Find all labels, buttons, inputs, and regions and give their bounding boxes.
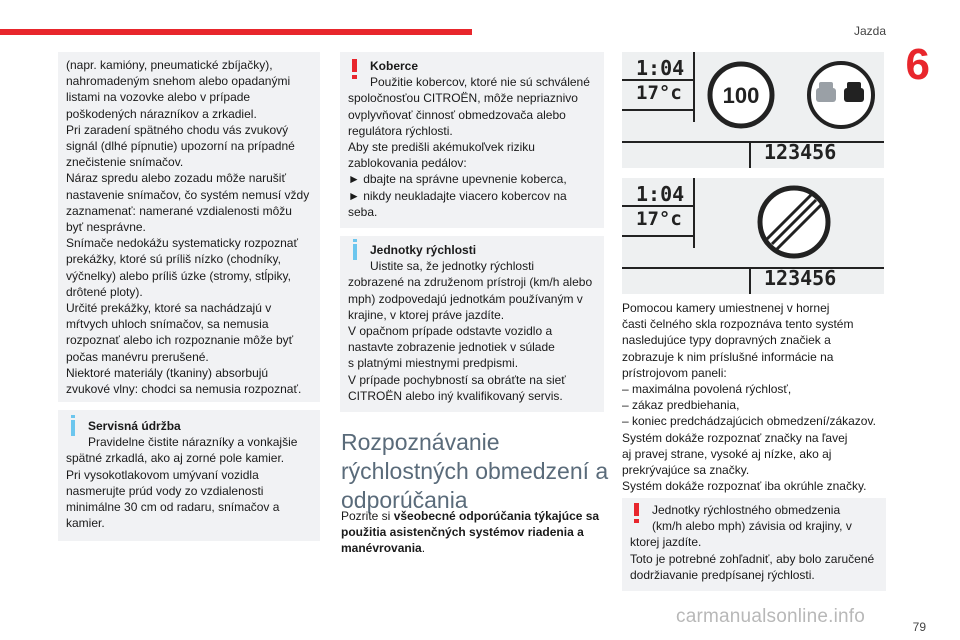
text-line: – koniec predchádzajúcich obmedzení/zákazov. (622, 414, 876, 429)
text-line: dodržiavanie predpísanej rýchlosti. (630, 567, 815, 582)
reference-suffix: . (421, 541, 426, 556)
text-line: výčnelky) alebo príliš úzke (stromy, stĺpiky, (66, 268, 291, 283)
text-line: nastavenie snímačov, čo systém nemusí vždy (66, 187, 310, 202)
text-line: prekážky, ktoré sú príliš nízko (chodníky, (66, 252, 281, 267)
text-line: ► nikdy neukladajte viacero kobercov na (348, 188, 567, 203)
text-line: poškodených nárazníkov a zrkadiel. (66, 106, 257, 121)
info-icon (66, 418, 88, 450)
text-line: zaznamenať: namerané vzdialenosti môžu (66, 203, 292, 218)
text-line: Toto je potrebné zohľadniť, aby bolo zaručené (630, 551, 875, 566)
speed-limit-value: 100 (722, 83, 760, 108)
text-line: Snímače nedokážu systematicky rozpoznať (66, 236, 298, 251)
recognition-description (622, 300, 912, 494)
page-number: 79 (912, 620, 926, 634)
text-line: rozpoznať alebo ich rozpoznanie môže byť (66, 333, 294, 348)
text-line: prístrojovom paneli: (622, 365, 727, 380)
text-line: Jednotky rýchlostného obmedzenia (652, 503, 841, 517)
info-icon (348, 242, 370, 274)
text-line: nasmerujte prúd vody zo vzdialenosti (66, 483, 264, 498)
text-line: ► dbajte na správne upevnenie koberca, (348, 172, 567, 187)
watermark: carmanualsonline.info (676, 606, 866, 627)
text-line: zablokovania pedálov: (348, 156, 467, 171)
text-line: seba. (348, 204, 378, 219)
text-line: nasledujúce typy dopravných značiek a (622, 333, 831, 348)
text-line: Určité prekážky, ktoré sa nachádzajú v (66, 301, 272, 316)
text-line: nastavte zobrazenie jednotiek v súlade (348, 340, 555, 355)
service-maintenance-box (58, 410, 320, 541)
text-line: Náraz spredu alebo zozadu môže narušiť (66, 171, 286, 186)
speed-units-info-box (340, 236, 604, 412)
text-line: drôtené ploty). (66, 284, 143, 299)
text-line: Pri zaradení spätného chodu vás zvukový (66, 122, 289, 137)
text-line: znečistenie snímačov. (66, 155, 184, 170)
chapter-number: 6 (905, 40, 930, 89)
text-line: regulátora rýchlosti. (348, 123, 453, 138)
text-line: spoločnosťou CITROËN, môže nepriaznivo (348, 91, 578, 106)
temperature-readout: 17°c (636, 82, 682, 104)
text-line: Pomocou kamery umiestnenej v hornej (622, 301, 830, 315)
floor-mats-warning-box (340, 52, 604, 228)
box-title: Jednotky rýchlosti (370, 243, 477, 257)
section-title: Jazda (853, 24, 886, 38)
box-title: Servisná údržba (88, 419, 181, 433)
display-frame-lines (622, 178, 884, 294)
heading-line: odporúčania (341, 487, 468, 513)
speed-limit-sign-icon (706, 60, 776, 130)
text-line: – maximálna povolená rýchlosť, (622, 382, 792, 397)
box-title: Koberce (370, 59, 419, 73)
text-line: Uistite sa, že jednotky rýchlosti (370, 259, 535, 274)
text-line: V prípade pochybností sa obráťte na sieť (348, 372, 566, 387)
reference-link[interactable]: manévrovania (341, 541, 422, 556)
text-line: V opačnom prípade odstavte vozidlo a (348, 324, 553, 339)
warning-icon (348, 58, 370, 90)
text-line: zvukové vlny: chodci sa nemusia rozpoznať. (66, 382, 302, 397)
text-line: krajine, v ktorej práve jazdíte. (348, 307, 505, 322)
heading-line: Rozpoznávanie (341, 429, 500, 455)
clock-readout: 1:04 (636, 56, 685, 80)
text-line: (napr. kamióny, pneumatické zbíjačky), (66, 58, 273, 72)
text-line: prekrývajúce sa značky. (622, 463, 750, 478)
text-line: signál (dlhé pípnutie) upozorní na prípadné (66, 139, 295, 154)
text-line: aj pravej strane, vysoké aj nízke, ako aj (622, 446, 832, 461)
reference-link[interactable]: použitia asistenčných systémov riadenia a (341, 525, 584, 540)
clock-readout: 1:04 (636, 182, 685, 206)
text-line: nahromadeným snehom alebo opadanými (66, 74, 291, 89)
text-line: minimálne 30 cm od radaru, snímačov a (66, 500, 280, 515)
temperature-readout: 17°c (636, 208, 682, 230)
text-line: mŕtvych uhloch snímačov, sa nemusia (66, 317, 269, 332)
parking-sensors-continued-box (58, 52, 320, 402)
text-line: počas manévru prerušené. (66, 349, 209, 364)
warning-icon (630, 502, 652, 534)
text-line: s platnými miestnymi predpismi. (348, 356, 519, 371)
text-line: listami na vozovke alebo v prípade (66, 90, 251, 105)
text-line: zobrazuje k nim príslušné informácie na (622, 349, 834, 364)
heading-line: rýchlostných obmedzení a (341, 458, 609, 484)
text-line: časti čelného skla rozpoznáva tento systém (622, 317, 854, 332)
odometer-readout: 123456 (764, 140, 837, 164)
end-of-restrictions-display (622, 178, 884, 294)
text-line: spätné zrkadlá, ako aj zorné pole kamier. (66, 451, 285, 466)
text-line: (km/h alebo mph) závisia od krajiny, v (652, 519, 852, 534)
end-of-restrictions-icon (754, 182, 834, 262)
text-line: Aby ste predišli akémukoľvek riziku (348, 140, 535, 155)
header-accent-bar (0, 29, 472, 35)
text-line: kamier. (66, 516, 105, 531)
reference-link[interactable]: všeobecné odporúčania týkajúce sa (393, 509, 600, 523)
speed-limit-display (622, 52, 884, 168)
speed-units-warning-box (622, 498, 886, 591)
text-line: Pri vysokotlakovom umývaní vozidla (66, 467, 259, 482)
text-line: Pravidelne čistite nárazníky a vonkajšie (88, 435, 298, 450)
odometer-readout: 123456 (764, 266, 837, 290)
section-heading (341, 428, 608, 515)
no-overtaking-icon (806, 60, 876, 130)
text-line: mph) zodpovedajú jednotkám používaným v (348, 291, 583, 306)
text-line: Použitie kobercov, ktoré nie sú schválené (370, 75, 590, 90)
text-line: Systém dokáže rozpoznať značky na ľavej (622, 430, 848, 445)
reference-prefix: Pozrite si (341, 509, 394, 523)
text-line: ovplyvňovať činnosť obmedzovača alebo (348, 107, 566, 122)
reference-paragraph (341, 508, 609, 557)
text-line: ktorej jazdíte. (630, 535, 702, 550)
text-line: – zákaz predbiehania, (622, 398, 740, 413)
text-line: CITROËN alebo iný kvalifikovaný servis. (348, 388, 563, 403)
text-line: Systém dokáže rozpoznať iba okrúhle značky. (622, 479, 867, 494)
text-line: byť nesprávne. (66, 220, 146, 235)
text-line: zobrazené na združenom prístroji (km/h alebo (348, 275, 593, 290)
text-line: Niektoré materiály (tkaniny) absorbujú (66, 365, 269, 380)
